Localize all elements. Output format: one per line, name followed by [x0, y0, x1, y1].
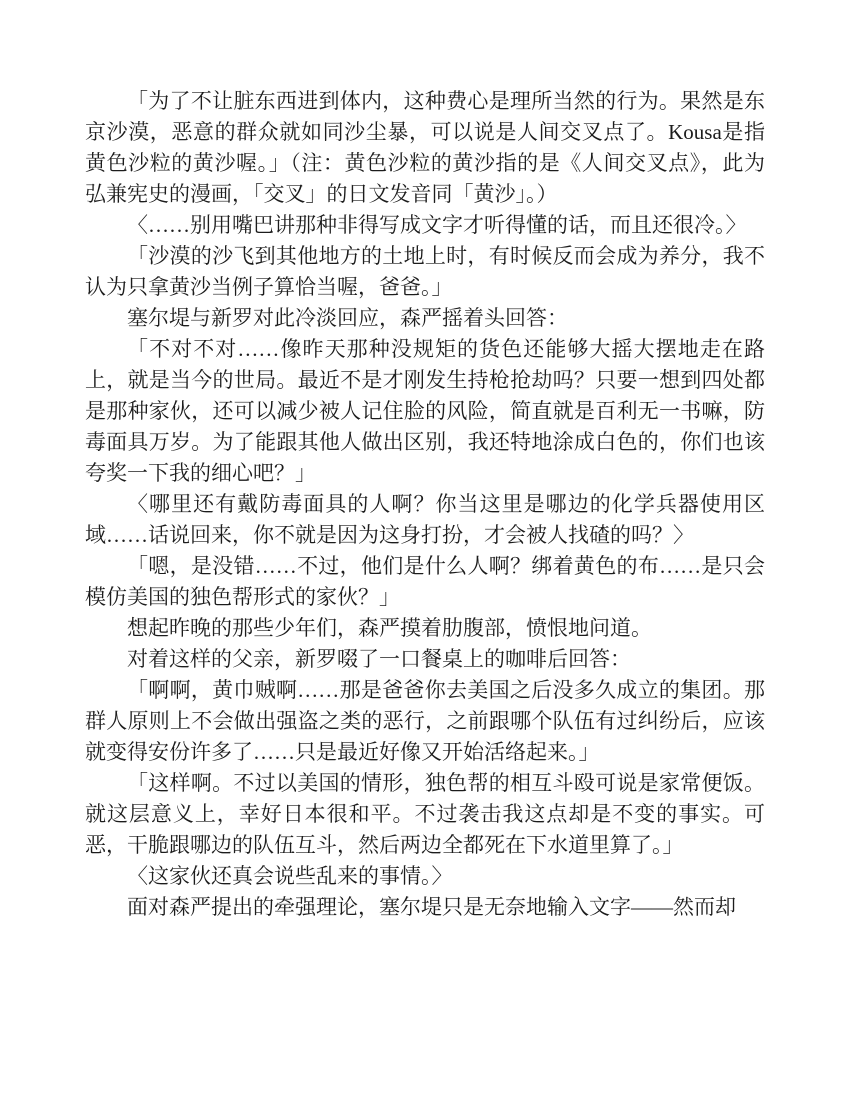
paragraph: 「为了不让脏东西进到体内，这种费心是理所当然的行为。果然是东京沙漠，恶意的群众就如同沙尘暴，可以说是人间交叉点了。Kousa是指黄色沙粒的黄沙喔。」（注：黄色沙粒的黄沙指的是《人间交叉点》，此为弘兼宪史的漫画，「交叉」的日文发音同「黄沙」。） [85, 89, 765, 206]
paragraph: 〈这家伙还真会说些乱来的事情。〉 [127, 864, 453, 888]
paragraph: 「嗯，是没错……不过，他们是什么人啊？绑着黄色的布……是只会模仿美国的独色帮形式的家伙？」 [85, 554, 765, 609]
paragraph: 对着这样的父亲，新罗啜了一口餐桌上的咖啡后回答： [127, 647, 631, 671]
paragraph: 〈……别用嘴巴讲那种非得写成文字才听得懂的话，而且还很冷。〉 [127, 213, 747, 237]
paragraph: 塞尔堤与新罗对此冷淡回应，森严摇着头回答： [127, 306, 568, 330]
paragraph: 「沙漠的沙飞到其他地方的土地上时，有时候反而会成为养分，我不认为只拿黄沙当例子算恰当喔，爸爸。」 [85, 244, 765, 299]
text-block [85, 86, 765, 923]
paragraph: 「这样啊。不过以美国的情形，独色帮的相互斗殴可说是家常便饭。就这层意义上，幸好日本很和平。不过袭击我这点却是不变的事实。可恶，干脆跟哪边的队伍互斗，然后两边全都死在下水道里算了。」 [85, 771, 765, 857]
paragraph: 面对森严提出的牵强理论，塞尔堤只是无奈地输入文字——然而却 [127, 895, 736, 919]
paragraph: 想起昨晚的那些少年们，森严摸着肋腹部，愤恨地问道。 [127, 616, 652, 640]
paragraph: 「不对不对……像昨天那种没规矩的货色还能够大摇大摆地走在路上，就是当今的世局。最近不是才刚发生持枪抢劫吗？只要一想到四处都是那种家伙，还可以减少被人记住脸的风险，简直就是百利无一书嘛，防毒面具万岁。为了能跟其他人做出区别，我还特地涂成白色的，你们也该夸奖一下我的细心吧？」 [85, 337, 765, 485]
paragraph: 「啊啊，黄巾贼啊……那是爸爸你去美国之后没多久成立的集团。那群人原则上不会做出强盗之类的恶行，之前跟哪个队伍有过纠纷后，应该就变得安份许多了……只是最近好像又开始活络起来。」 [85, 678, 765, 764]
paragraph: 〈哪里还有戴防毒面具的人啊？你当这里是哪边的化学兵器使用区域……话说回来，你不就是因为这身打扮，才会被人找碴的吗？〉 [85, 492, 765, 547]
